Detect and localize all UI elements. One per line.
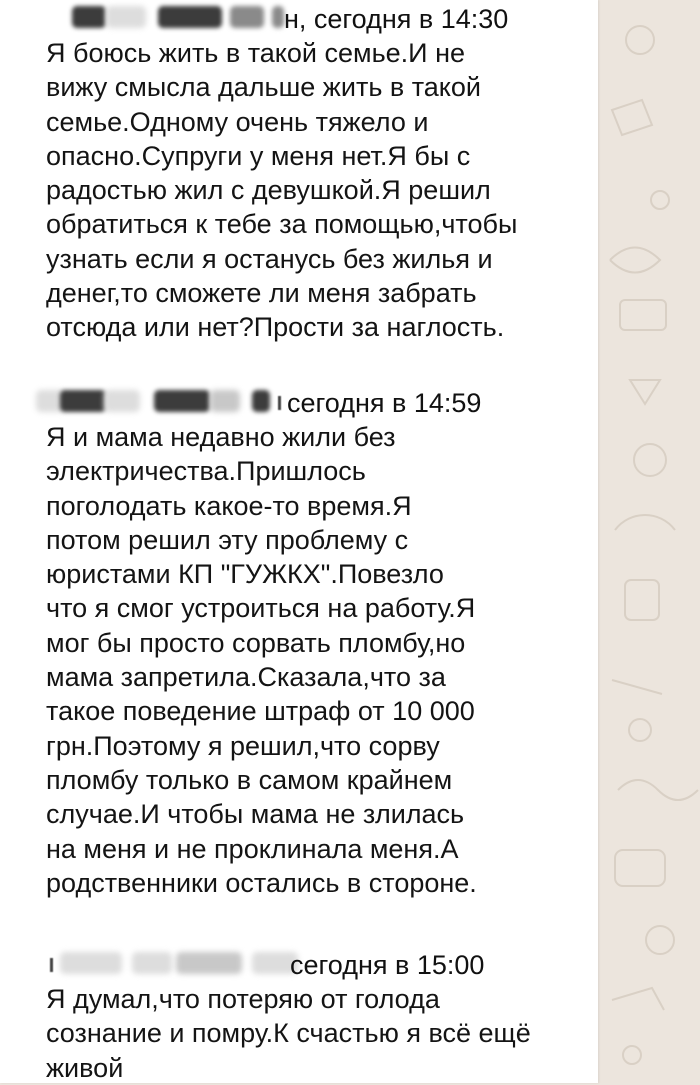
message-line: пломбу только в самом крайнем <box>46 764 453 795</box>
redacted-name-block <box>272 6 284 28</box>
message-line: вижу смысла дальше жить в такой <box>46 72 482 103</box>
message-line: семье.Одному очень тяжело и <box>46 106 429 137</box>
message-line: денег,то сможете ли меня забрать <box>46 278 477 309</box>
message-header <box>46 386 594 420</box>
redacted-name-block <box>252 390 270 412</box>
message-line: такое поведение штраф от 10 000 <box>46 696 475 727</box>
message-line: радостью жил с девушкой.Я решил <box>46 175 491 206</box>
message-text <box>46 420 594 900</box>
message-header <box>46 2 594 36</box>
message-line: электричества.Пришлось <box>46 456 366 487</box>
redacted-name-block <box>60 390 106 412</box>
message-line: Я думал,что потеряю от голода <box>46 984 440 1014</box>
message-line: узнать если я останусь без жилья и <box>46 243 493 274</box>
redacted-name-block <box>158 6 222 28</box>
redacted-name-block <box>72 6 106 28</box>
message-timestamp: сегодня в 14:59 <box>287 388 482 418</box>
redacted-name-block <box>154 390 210 412</box>
chat-message <box>46 948 594 1085</box>
redacted-name-block <box>176 952 242 974</box>
message-line: грн.Поэтому я решил,что сорву <box>46 730 440 761</box>
redacted-name-block <box>210 390 240 412</box>
message-timestamp: сегодня в 15:00 <box>290 950 485 980</box>
message-line: потом решил эту проблему с <box>46 524 409 555</box>
message-line: обратиться к тебе за помощью,чтобы <box>46 209 518 240</box>
chat-message <box>46 386 594 900</box>
message-text <box>46 36 594 345</box>
message-text <box>46 982 594 1085</box>
message-line: случае.И чтобы мама не злилась <box>46 799 465 830</box>
message-line: живой <box>46 1052 124 1083</box>
redacted-name-block <box>278 396 281 410</box>
message-line: сознание и помру.К счастью я всё ещё <box>46 1018 531 1049</box>
message-line: мама запретила.Сказала,что за <box>46 662 446 693</box>
message-line: на меня и не проклинала меня.А <box>46 833 459 864</box>
message-header <box>46 948 594 982</box>
message-line: опасно.Супруги у меня нет.Я бы с <box>46 140 471 171</box>
redacted-name-block <box>60 952 122 974</box>
message-line: Я боюсь жить в такой семье.И не <box>46 38 466 68</box>
message-line: Я и мама недавно жили без <box>46 422 396 452</box>
redacted-name-block <box>106 6 146 28</box>
message-line: юристами КП "ГУЖКХ".Повезло <box>46 559 444 590</box>
message-timestamp: н, сегодня в 14:30 <box>284 4 509 34</box>
message-line: родственники остались в стороне. <box>46 867 477 898</box>
message-line: поголодать какое-то время.Я <box>46 490 412 521</box>
redacted-name-block <box>50 958 53 972</box>
redacted-name-block <box>132 952 172 974</box>
chat-message <box>46 2 594 345</box>
redacted-name-block <box>104 390 140 412</box>
redacted-name-block <box>230 6 264 28</box>
message-line: мог бы просто сорвать пломбу,но <box>46 627 466 658</box>
message-line: что я смог устроиться на работу.Я <box>46 593 476 624</box>
message-line: отсюда или нет?Прости за наглость. <box>46 312 505 343</box>
